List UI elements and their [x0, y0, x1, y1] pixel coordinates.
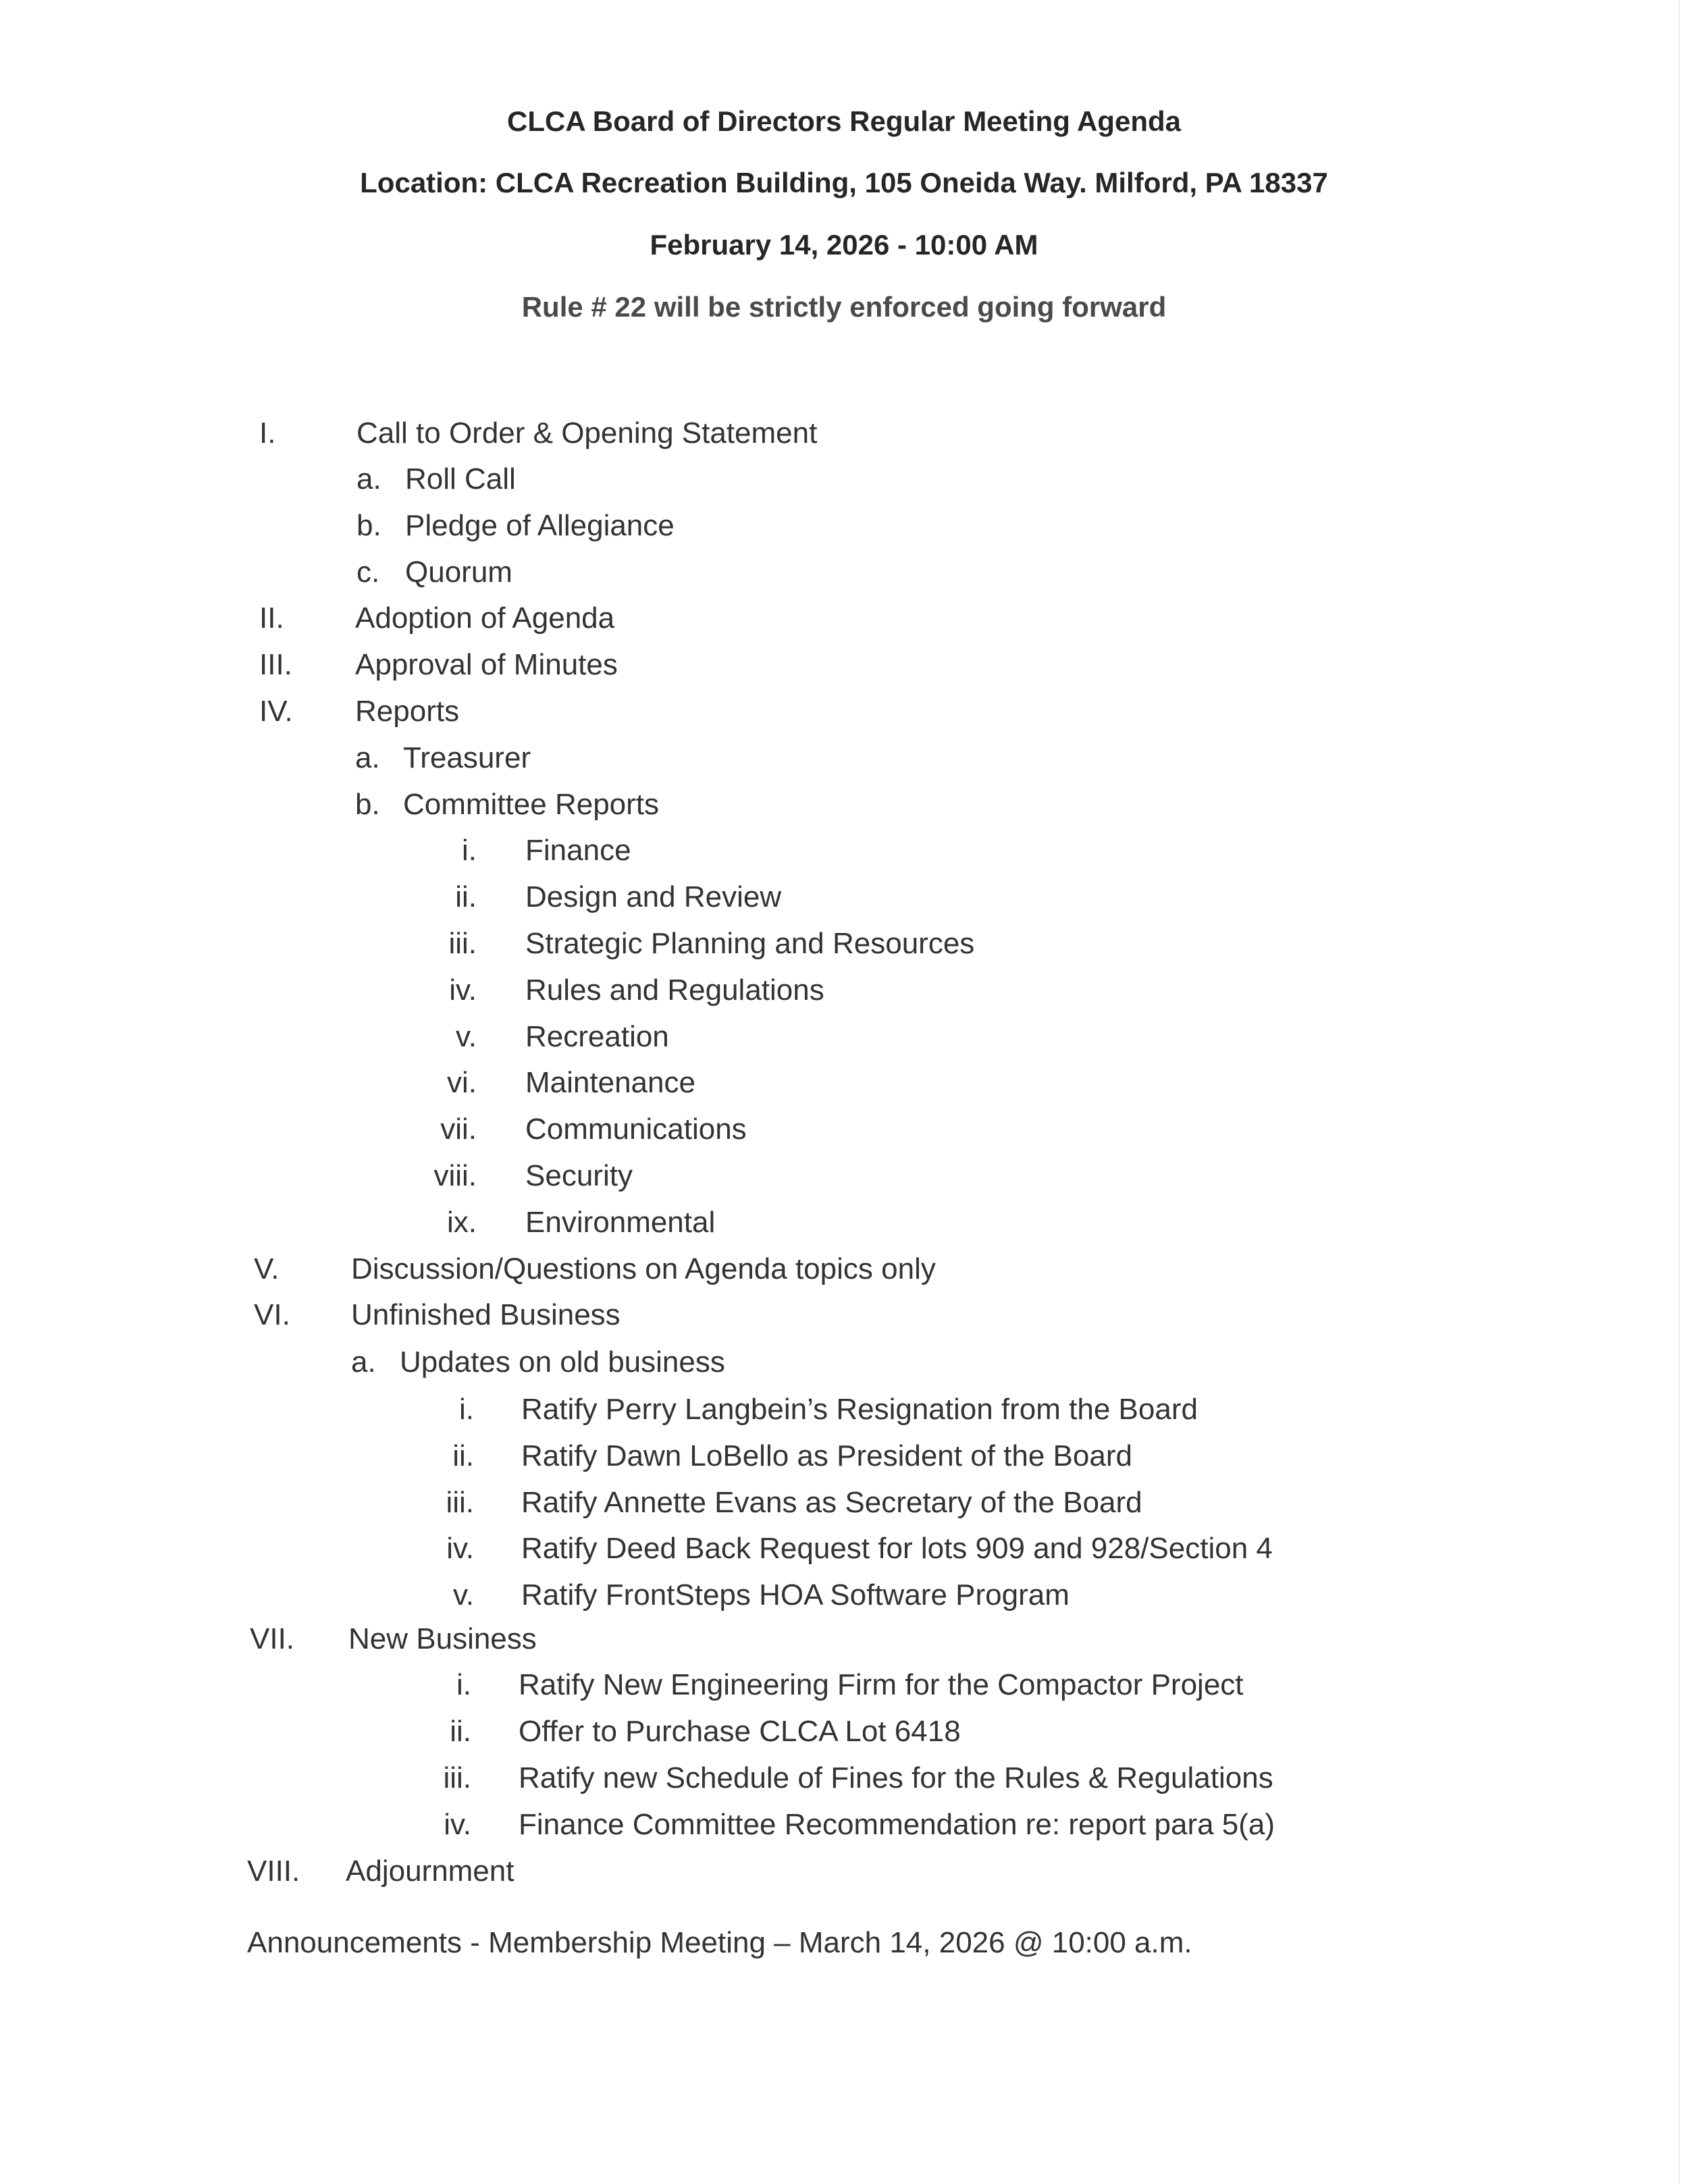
update-ratify-resignation: Ratify Perry Langbein’s Resignation from the Board	[521, 1393, 1198, 1426]
agenda-item-call-to-order: Call to Order & Opening Statement	[357, 417, 818, 450]
agenda-item-discussion: Discussion/Questions on Agenda topics only	[351, 1252, 936, 1285]
committee-environmental: Environmental	[525, 1206, 716, 1239]
sub-item-letter: c.	[357, 556, 380, 589]
new-business-purchase-lot: Offer to Purchase CLCA Lot 6418	[519, 1715, 961, 1748]
update-ratify-president: Ratify Dawn LoBello as President of the Board	[521, 1439, 1132, 1472]
update-ratify-deed-back: Ratify Deed Back Request for lots 909 and 928/Section 4	[521, 1532, 1273, 1565]
update-number: ii.	[452, 1439, 474, 1472]
committee-design-review: Design and Review	[525, 880, 782, 913]
committee-number: ii.	[455, 880, 477, 913]
sub-item-committee-reports: Committee Reports	[403, 788, 660, 821]
announcements: Announcements - Membership Meeting – March 14, 2026 @ 10:00 a.m.	[247, 1926, 1192, 1959]
update-number: iii.	[446, 1486, 474, 1519]
agenda-item-number: VI.	[254, 1298, 290, 1331]
scan-edge	[1679, 0, 1680, 2184]
committee-number: ix.	[447, 1206, 477, 1239]
rule-notice: Rule # 22 will be strictly enforced going forward	[521, 291, 1167, 323]
sub-item-letter: b.	[357, 509, 381, 542]
agenda-item-number: I.	[259, 417, 276, 450]
committee-number: vi.	[447, 1066, 477, 1099]
new-business-number: i.	[456, 1668, 471, 1701]
document-title: CLCA Board of Directors Regular Meeting Agenda	[507, 105, 1181, 137]
sub-item-pledge: Pledge of Allegiance	[405, 509, 675, 542]
committee-recreation: Recreation	[525, 1020, 669, 1053]
agenda-item-number: VII.	[250, 1622, 295, 1655]
update-number: i.	[459, 1393, 474, 1426]
sub-item-updates-old-business: Updates on old business	[400, 1346, 725, 1379]
committee-security: Security	[525, 1159, 633, 1192]
sub-item-treasurer: Treasurer	[403, 741, 531, 774]
committee-maintenance: Maintenance	[525, 1066, 695, 1099]
new-business-number: iii.	[443, 1761, 471, 1794]
committee-rules-regulations: Rules and Regulations	[525, 974, 824, 1007]
new-business-schedule-fines: Ratify new Schedule of Fines for the Rules & Regulations	[519, 1761, 1273, 1794]
meeting-datetime: February 14, 2026 - 10:00 AM	[650, 229, 1038, 261]
sub-item-letter: a.	[351, 1346, 376, 1379]
new-business-number: iv.	[444, 1808, 471, 1841]
agenda-item-adjournment: Adjournment	[346, 1855, 515, 1888]
sub-item-quorum: Quorum	[405, 556, 512, 589]
committee-number: i.	[462, 834, 477, 867]
committee-number: vii.	[440, 1113, 477, 1146]
agenda-item-number: III.	[259, 648, 292, 681]
new-business-engineering-firm: Ratify New Engineering Firm for the Compactor Project	[519, 1668, 1244, 1701]
sub-item-roll-call: Roll Call	[405, 462, 516, 496]
committee-number: v.	[456, 1020, 477, 1053]
agenda-item-approval-minutes: Approval of Minutes	[355, 648, 618, 681]
update-number: v.	[453, 1578, 474, 1612]
new-business-number: ii.	[450, 1715, 471, 1748]
new-business-finance-recommendation: Finance Committee Recommendation re: report para 5(a)	[519, 1808, 1275, 1841]
agenda-item-number: II.	[259, 602, 284, 635]
sub-item-letter: a.	[355, 741, 380, 774]
committee-number: viii.	[433, 1159, 477, 1192]
agenda-item-number: V.	[254, 1252, 280, 1285]
update-ratify-secretary: Ratify Annette Evans as Secretary of the Board	[521, 1486, 1142, 1519]
update-ratify-frontsteps: Ratify FrontSteps HOA Software Program	[521, 1578, 1070, 1612]
agenda-item-reports: Reports	[355, 695, 460, 728]
update-number: iv.	[446, 1532, 474, 1565]
agenda-item-number: IV.	[259, 695, 293, 728]
committee-communications: Communications	[525, 1113, 747, 1146]
committee-number: iii.	[448, 927, 477, 960]
agenda-item-new-business: New Business	[348, 1622, 537, 1655]
meeting-location: Location: CLCA Recreation Building, 105 Oneida Way. Milford, PA 18337	[360, 167, 1328, 198]
committee-strategic-planning: Strategic Planning and Resources	[525, 927, 975, 960]
sub-item-letter: a.	[357, 462, 381, 496]
agenda-item-adoption: Adoption of Agenda	[355, 602, 615, 635]
agenda-item-unfinished-business: Unfinished Business	[351, 1298, 621, 1331]
committee-number: iv.	[449, 974, 477, 1007]
committee-finance: Finance	[525, 834, 631, 867]
agenda-item-number: VIII.	[247, 1855, 300, 1888]
sub-item-letter: b.	[355, 788, 380, 821]
